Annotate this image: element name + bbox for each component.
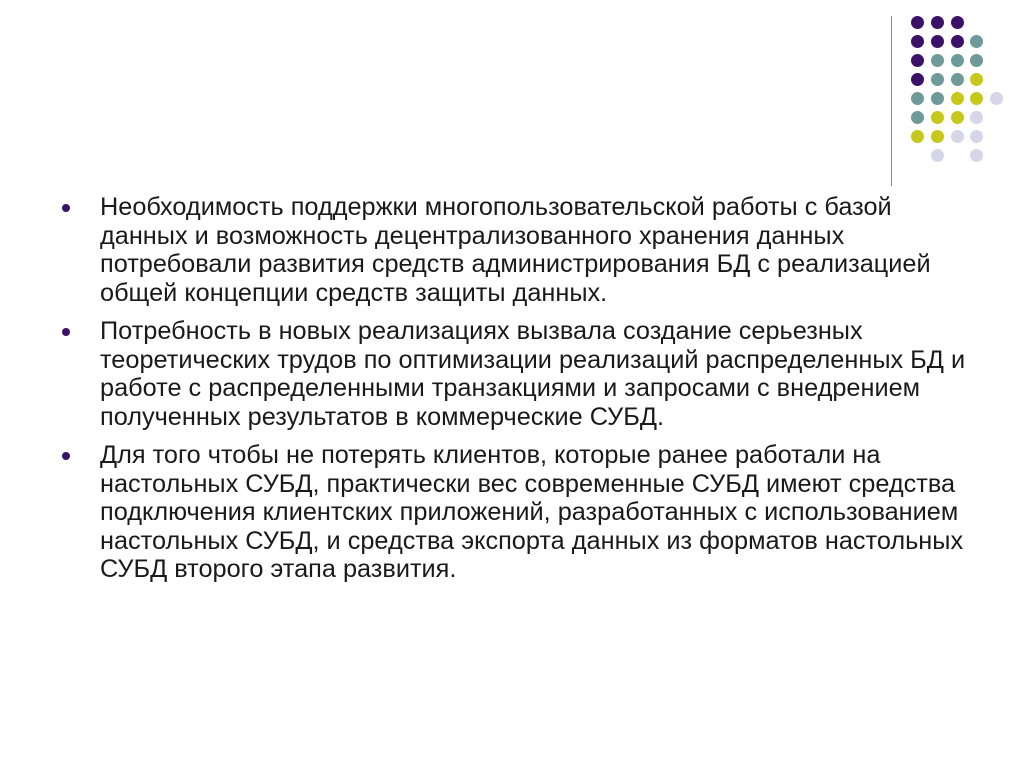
- bullet-dot-icon: [62, 452, 70, 460]
- decor-dot: [931, 35, 944, 48]
- bullet-item: [60, 193, 980, 307]
- decor-dot: [990, 92, 1003, 105]
- decor-dot: [970, 149, 983, 162]
- decor-dot: [970, 92, 983, 105]
- decorative-dot-grid: [0, 0, 1024, 200]
- decor-dot: [970, 54, 983, 67]
- decor-dot: [951, 92, 964, 105]
- decor-dot: [931, 73, 944, 86]
- bullet-item: [60, 317, 980, 431]
- decor-dot: [931, 54, 944, 67]
- decor-dot: [931, 130, 944, 143]
- decor-dot: [951, 130, 964, 143]
- bullet-dot-icon: [62, 204, 70, 212]
- decor-dot: [911, 54, 924, 67]
- decor-dot: [951, 73, 964, 86]
- decor-dot: [951, 111, 964, 124]
- decor-dot: [970, 130, 983, 143]
- bullet-list: [60, 193, 980, 594]
- decor-dot: [911, 111, 924, 124]
- decor-dot: [970, 35, 983, 48]
- decor-dot: [911, 16, 924, 29]
- decor-dot: [970, 111, 983, 124]
- decor-dot: [911, 35, 924, 48]
- decor-dot: [931, 92, 944, 105]
- decor-dot: [951, 54, 964, 67]
- bullet-text: Потребность в новых реализациях вызвала создание серьезных теоретических трудов по оптимизации реализаций распределенных БД и работе с распределенными транзакциями и запросами с внедрением полученных результатов в коммерческие СУБД.: [100, 317, 966, 431]
- decor-dot: [931, 16, 944, 29]
- decor-dot: [911, 92, 924, 105]
- bullet-text: Для того чтобы не потерять клиентов, которые ранее работали на настольных СУБД, практически вес современные СУБД имеют средства подключения клиентских приложений, разработанных с использованием настольных СУБД, и средства экспорта данных из форматов настольных СУБД второго этапа развития.: [100, 441, 964, 583]
- decor-dot: [951, 16, 964, 29]
- bullet-dot-icon: [62, 328, 70, 336]
- bullet-item: [60, 441, 980, 584]
- decor-dot: [931, 149, 944, 162]
- decor-dot: [951, 35, 964, 48]
- bullet-text: Необходимость поддержки многопользовательской работы с базой данных и возможность децентрализованного хранения данных потребовали развития средств администрирования БД с реализацией общей концепции средств защиты данных.: [100, 193, 931, 307]
- decor-dot: [970, 73, 983, 86]
- decor-dot: [931, 111, 944, 124]
- decor-dot: [911, 130, 924, 143]
- decor-dot: [911, 73, 924, 86]
